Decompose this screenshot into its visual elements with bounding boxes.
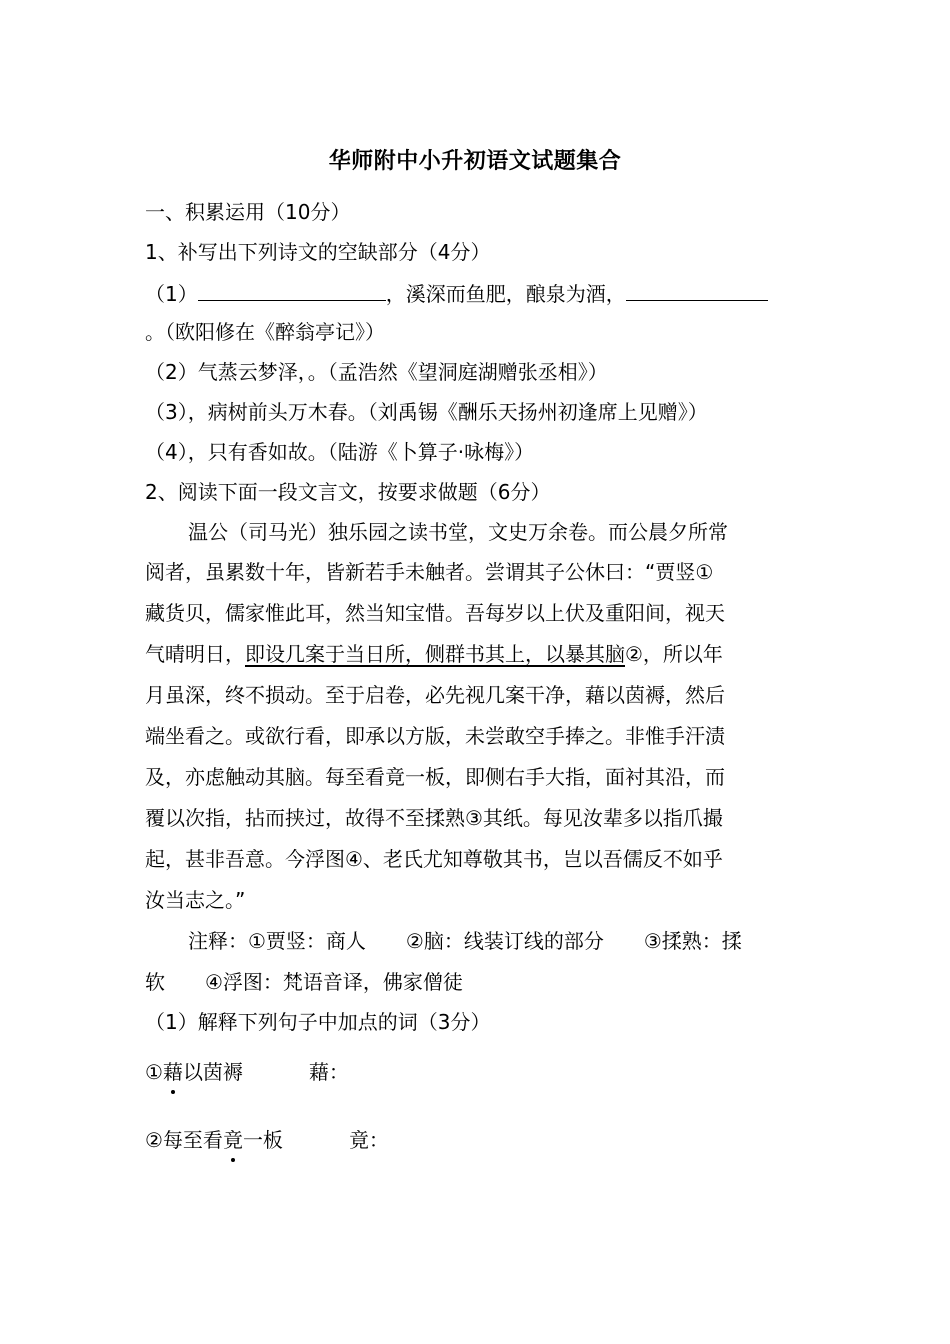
item-number: ② <box>145 1128 163 1152</box>
question-1-heading: 1、补写出下列诗文的空缺部分（4分） <box>145 240 491 264</box>
question-1-item-1 <box>145 276 810 310</box>
passage-line: 起，甚非吾意。今浮图④、老氏尤知尊敬其书，岂以吾儒反不如乎 <box>145 847 723 871</box>
passage-line: 月虽深，终不损动。至于启卷，必先视几案干净，藉以茵褥，然后 <box>145 683 725 707</box>
question-1-item-1-source: 。（欧阳修在《醉翁亭记》） <box>145 320 385 344</box>
answer-item-2 <box>145 1124 810 1156</box>
section-heading: 一、积累运用（10分） <box>145 200 351 224</box>
item-number: （1） <box>145 282 198 306</box>
annotation-line: 注释：①贾竖：商人 ②脑：线装订线的部分 ③揉熟：揉 <box>188 929 742 953</box>
answer-blank[interactable] <box>626 276 768 301</box>
dotted-character: 藉 <box>163 1056 183 1088</box>
item-number: ① <box>145 1060 163 1084</box>
question-2-heading: 2、阅读下面一段文言文，按要求做题（6分） <box>145 480 551 504</box>
passage-text: 气晴明日， <box>145 642 245 666</box>
page-title: 华师附中小升初语文试题集合 <box>328 149 622 174</box>
sub-question-1: （1）解释下列句子中加点的词（3分） <box>145 1010 491 1034</box>
underlined-sentence: 即设几案于当日所，侧群书其上，以暴其脑 <box>245 642 625 666</box>
dotted-character: 竟 <box>223 1124 243 1156</box>
answer-label[interactable]: 藉： <box>308 1060 349 1084</box>
answer-blank[interactable] <box>198 276 386 301</box>
question-1-item-4: （4），只有香如故。（陆游《卜算子·咏梅》） <box>145 440 535 464</box>
item-text: 一板 <box>242 1128 283 1152</box>
question-1-item-3: （3），病树前头万木春。（刘禹锡《酬乐天扬州初逢席上见赠》） <box>145 400 708 424</box>
answer-label[interactable]: 竟： <box>348 1128 389 1152</box>
answer-item-1 <box>145 1056 810 1088</box>
passage-text: ②，所以年 <box>625 642 723 666</box>
passage-line: 阅者，虽累数十年，皆新若手未触者。尝谓其子公休曰：“贾竖① <box>145 560 714 584</box>
item-text: 每至看 <box>162 1128 223 1152</box>
item-text: ，溪深而鱼肥，酿泉为酒， <box>385 282 626 306</box>
passage-line: 覆以次指，拈而挟过，故得不至揉熟③其纸。每见汝辈多以指爪撮 <box>145 806 723 830</box>
passage-line: 藏货贝，儒家惟此耳，然当知宝惜。吾每岁以上伏及重阳间，视天 <box>145 601 725 625</box>
passage-line: 温公（司马光）独乐园之读书堂，文史万余卷。而公晨夕所常 <box>188 520 728 544</box>
passage-line: 汝当志之。” <box>145 888 246 912</box>
passage-line: 及，亦虑触动其脑。每至看竟一板，即侧右手大指，面衬其沿，而 <box>145 765 725 789</box>
question-1-item-2: （2）气蒸云梦泽，。（孟浩然《望洞庭湖赠张丞相》） <box>145 360 608 384</box>
item-text: 以茵褥 <box>182 1060 243 1084</box>
passage-line: 端坐看之。或欲行看，即承以方版，未尝敢空手捧之。非惟手汗渍 <box>145 724 725 748</box>
passage-line <box>145 638 810 670</box>
annotation-line: 软 ④浮图：梵语音译，佛家僧徒 <box>145 970 463 994</box>
